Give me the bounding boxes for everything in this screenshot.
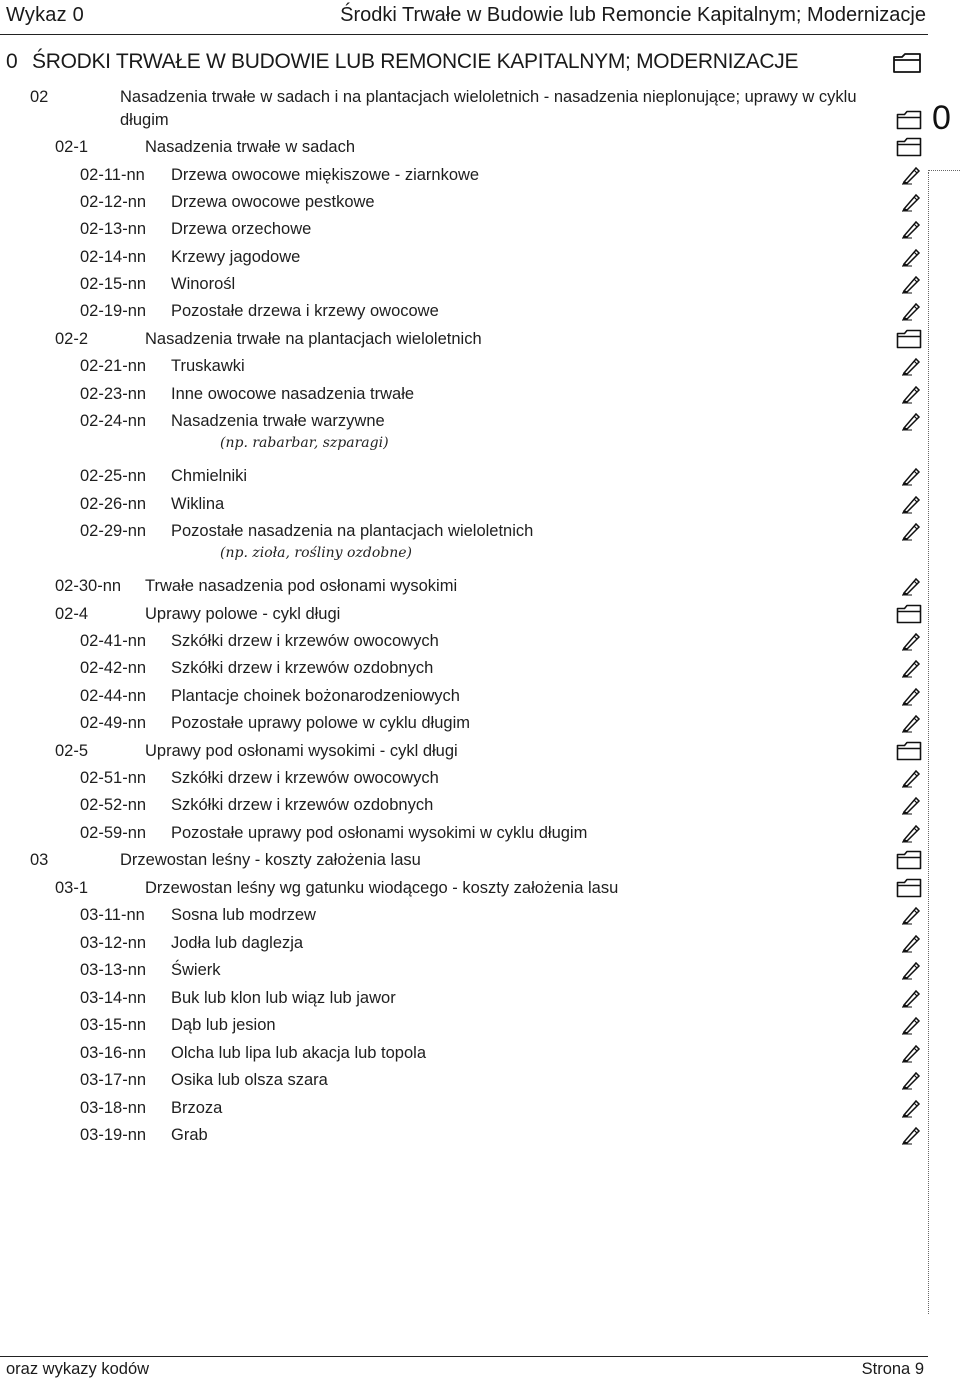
pencil-icon[interactable]	[900, 466, 922, 486]
item-label-continued: długim	[120, 111, 169, 129]
item-label: Inne owocowe nasadzenia trwałe	[171, 385, 415, 403]
item-label: Brzoza	[171, 1099, 223, 1117]
pencil-icon[interactable]	[900, 356, 922, 376]
item-code: 02-1	[55, 138, 89, 156]
folder-icon[interactable]	[896, 329, 920, 349]
item-label: Szkółki drzew i krzewów owocowych	[171, 632, 439, 650]
pencil-icon[interactable]	[900, 795, 922, 815]
item-code: 02-42-nn	[80, 659, 147, 677]
item-code: 03-14-nn	[80, 989, 147, 1007]
item-note: (np. zioła, rośliny ozdobne)	[220, 545, 412, 561]
item-label: Pozostałe nasadzenia na plantacjach wieloletnich	[171, 522, 534, 540]
pencil-icon[interactable]	[900, 521, 922, 541]
item-code: 03-13-nn	[80, 961, 147, 979]
item-code: 02-14-nn	[80, 248, 147, 266]
pencil-icon[interactable]	[900, 905, 922, 925]
item-label: Nasadzenia trwałe warzywne	[171, 412, 385, 430]
item-label: Jodła lub daglezja	[171, 934, 304, 952]
item-label: Szkółki drzew i krzewów ozdobnych	[171, 659, 434, 677]
pencil-icon[interactable]	[900, 933, 922, 953]
pencil-icon[interactable]	[900, 823, 922, 843]
item-label: Drzewa owocowe pestkowe	[171, 193, 375, 211]
item-label: Nasadzenia trwałe na plantacjach wieloletnich	[145, 330, 482, 348]
folder-icon[interactable]	[896, 850, 920, 870]
pencil-icon[interactable]	[900, 192, 922, 212]
item-code: 03-18-nn	[80, 1099, 147, 1117]
item-code: 03	[30, 851, 49, 869]
pencil-icon[interactable]	[900, 768, 922, 788]
item-code: 02	[30, 88, 49, 106]
folder-icon[interactable]	[896, 604, 920, 624]
item-note: (np. rabarbar, szparagi)	[220, 435, 389, 451]
pencil-icon[interactable]	[900, 384, 922, 404]
section-title-text: ŚRODKI TRWAŁE W BUDOWIE LUB REMONCIE KAPITALNYM; MODERNIZACJE	[32, 50, 799, 73]
pencil-icon[interactable]	[900, 631, 922, 651]
page-number: Strona 9	[861, 1360, 924, 1378]
item-label: Olcha lub lipa lub akacja lub topola	[171, 1044, 427, 1062]
item-label: Drzewostan leśny - koszty założenia lasu	[120, 851, 421, 869]
item-label: Drzewa owocowe miękiszowe - ziarnkowe	[171, 166, 480, 184]
folder-icon[interactable]	[896, 110, 920, 130]
item-code: 02-15-nn	[80, 275, 147, 293]
item-label: Sosna lub modrzew	[171, 906, 316, 924]
item-code: 02-25-nn	[80, 467, 147, 485]
item-code: 03-19-nn	[80, 1126, 147, 1144]
folder-icon[interactable]	[896, 878, 920, 898]
pencil-icon[interactable]	[900, 1043, 922, 1063]
item-code: 02-2	[55, 330, 89, 348]
item-label: Trwałe nasadzenia pod osłonami wysokimi	[145, 577, 458, 595]
pencil-icon[interactable]	[900, 1098, 922, 1118]
item-code: 02-49-nn	[80, 714, 147, 732]
pencil-icon[interactable]	[900, 713, 922, 733]
item-code: 02-21-nn	[80, 357, 147, 375]
item-label: Osika lub olsza szara	[171, 1071, 328, 1089]
item-code: 02-52-nn	[80, 796, 147, 814]
item-label: Szkółki drzew i krzewów owocowych	[171, 769, 439, 787]
item-code: 02-24-nn	[80, 412, 147, 430]
item-label: Szkółki drzew i krzewów ozdobnych	[171, 796, 434, 814]
item-code: 02-13-nn	[80, 220, 147, 238]
item-code: 03-1	[55, 879, 89, 897]
item-label: Plantacje choinek bożonarodzeniowych	[171, 687, 460, 705]
item-code: 02-41-nn	[80, 632, 147, 650]
header-left: Wykaz 0	[6, 4, 84, 26]
pencil-icon[interactable]	[900, 219, 922, 239]
item-code: 02-12-nn	[80, 193, 147, 211]
pencil-icon[interactable]	[900, 988, 922, 1008]
item-label: Winorośl	[171, 275, 236, 293]
item-code: 02-30-nn	[55, 577, 122, 595]
item-label: Pozostałe drzewa i krzewy owocowe	[171, 302, 439, 320]
item-code: 02-59-nn	[80, 824, 147, 842]
pencil-icon[interactable]	[900, 576, 922, 596]
pencil-icon[interactable]	[900, 494, 922, 514]
pencil-icon[interactable]	[900, 1125, 922, 1145]
item-label: Nasadzenia trwałe w sadach	[145, 138, 356, 156]
item-label: Truskawki	[171, 357, 245, 375]
item-code: 02-44-nn	[80, 687, 147, 705]
folder-icon[interactable]	[896, 741, 920, 761]
item-code: 02-29-nn	[80, 522, 147, 540]
item-code: 02-51-nn	[80, 769, 147, 787]
item-label: Dąb lub jesion	[171, 1016, 276, 1034]
pencil-icon[interactable]	[900, 165, 922, 185]
item-label: Krzewy jagodowe	[171, 248, 301, 266]
footer-left: oraz wykazy kodów	[6, 1360, 150, 1378]
pencil-icon[interactable]	[900, 274, 922, 294]
item-label: Drzewostan leśny wg gatunku wiodącego - koszty założenia lasu	[145, 879, 619, 897]
pencil-icon[interactable]	[900, 658, 922, 678]
item-code: 03-15-nn	[80, 1016, 147, 1034]
item-code: 02-23-nn	[80, 385, 147, 403]
item-label: Uprawy pod osłonami wysokimi - cykl długi	[145, 742, 458, 760]
item-label: Uprawy polowe - cykl długi	[145, 605, 341, 623]
item-code: 02-5	[55, 742, 89, 760]
item-code: 02-4	[55, 605, 89, 623]
item-label: Chmielniki	[171, 467, 248, 485]
pencil-icon[interactable]	[900, 411, 922, 431]
item-label: Drzewa orzechowe	[171, 220, 312, 238]
item-code: 02-26-nn	[80, 495, 147, 513]
pencil-icon[interactable]	[900, 960, 922, 980]
item-label: Nasadzenia trwałe w sadach i na plantacjach wieloletnich - nasadzenia nieplonujące; uprawy w cyklu	[120, 88, 857, 106]
pencil-icon[interactable]	[900, 301, 922, 321]
item-label: Buk lub klon lub wiąz lub jawor	[171, 989, 396, 1007]
pencil-icon[interactable]	[900, 1070, 922, 1090]
item-label: Pozostałe uprawy pod osłonami wysokimi w cyklu długim	[171, 824, 588, 842]
item-code: 03-11-nn	[80, 906, 145, 924]
item-code: 03-12-nn	[80, 934, 147, 952]
section-code: 0	[6, 50, 18, 73]
item-label: Świerk	[171, 961, 221, 979]
pencil-icon[interactable]	[900, 686, 922, 706]
item-label: Pozostałe uprawy polowe w cyklu długim	[171, 714, 470, 732]
pencil-icon[interactable]	[900, 247, 922, 267]
item-code: 02-11-nn	[80, 166, 145, 184]
pencil-icon[interactable]	[900, 1015, 922, 1035]
item-label: Grab	[171, 1126, 208, 1144]
footer-divider	[0, 1356, 928, 1357]
item-label: Wiklina	[171, 495, 225, 513]
item-code: 03-17-nn	[80, 1071, 147, 1089]
item-code: 02-19-nn	[80, 302, 147, 320]
header-right: Środki Trwałe w Budowie lub Remoncie Kapitalnym; Modernizacje	[340, 4, 926, 26]
folder-icon[interactable]	[896, 137, 920, 157]
side-marker: 0	[932, 99, 951, 137]
item-code: 03-16-nn	[80, 1044, 147, 1062]
